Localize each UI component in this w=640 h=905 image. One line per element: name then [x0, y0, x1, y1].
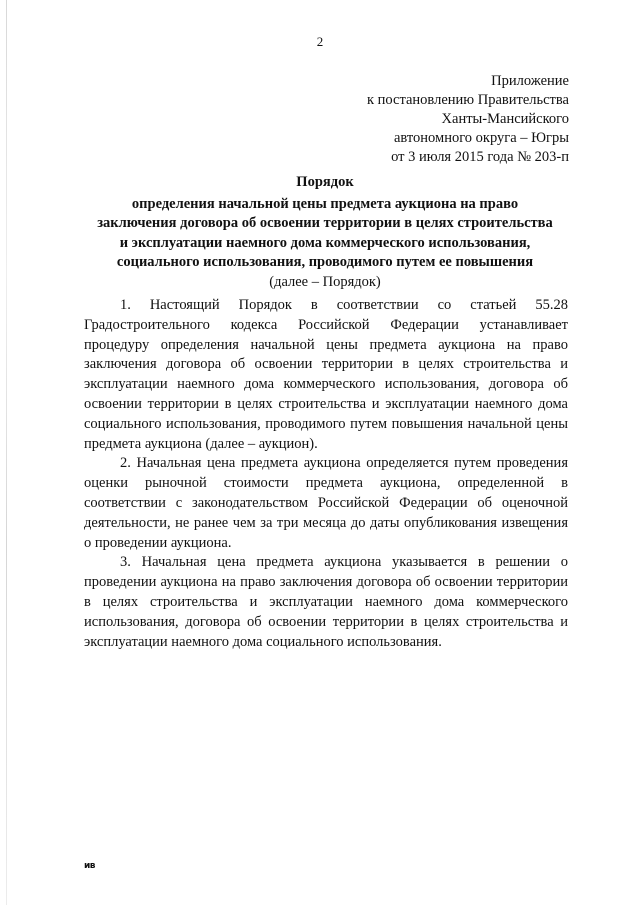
scan-edge-line: [6, 0, 7, 905]
document-title: [90, 173, 560, 292]
appendix-line: Ханты-Мансийского: [441, 111, 569, 127]
title-main: Порядок: [296, 174, 354, 190]
paragraph-2: 2. Начальная цена предмета аукциона определяется путем проведения оценки рыночной стоимости предмета аукциона, определенной в соответствии с законодательством Российской Федерации об оценочной деятельности, не ранее чем за три месяца до даты опубликования извещения о проведении аукциона.: [84, 455, 568, 551]
appendix-line: Приложение: [491, 73, 569, 89]
appendix-line: от 3 июля 2015 года № 203-п: [391, 149, 569, 165]
title-line: определения начальной цены предмета аукциона на право: [131, 195, 519, 212]
footer-mark: ив: [84, 861, 96, 871]
appendix-line: к постановлению Правительства: [367, 92, 569, 108]
paragraph-3: 3. Начальная цена предмета аукциона указывается в решении о проведении аукциона на право заключения договора об освоении территории в целях строительства и эксплуатации наемного дома коммерческого использования, договора об освоении территории в целях строительства и эксплуатации наемного дома социального использования.: [84, 554, 568, 650]
appendix-block: [367, 72, 569, 167]
paragraph-1: 1. Настоящий Порядок в соответствии со статьей 55.28 Градостроительного кодекса Российской Федерации устанавливает процедуру определения начальной цены предмета аукциона на право заключения договора об освоении территории в целях строительства и эксплуатации наемного дома коммерческого использования, договора об освоении территории в целях строительства и эксплуатации наемного дома социального использования, проводимого путем повышения начальной цены предмета аукциона (далее – аукцион).: [84, 297, 568, 452]
title-line: социального использования, проводимого путем ее повышения: [116, 254, 534, 270]
title-note: (далее – Порядок): [269, 273, 381, 290]
appendix-line: автономного округа – Югры: [393, 130, 569, 146]
title-line: и эксплуатации наемного дома коммерческого использования,: [119, 234, 531, 251]
document-body: [84, 296, 568, 652]
title-line: заключения договора об освоении территории в целях строительства: [97, 215, 553, 231]
page-number: 2: [316, 34, 324, 49]
